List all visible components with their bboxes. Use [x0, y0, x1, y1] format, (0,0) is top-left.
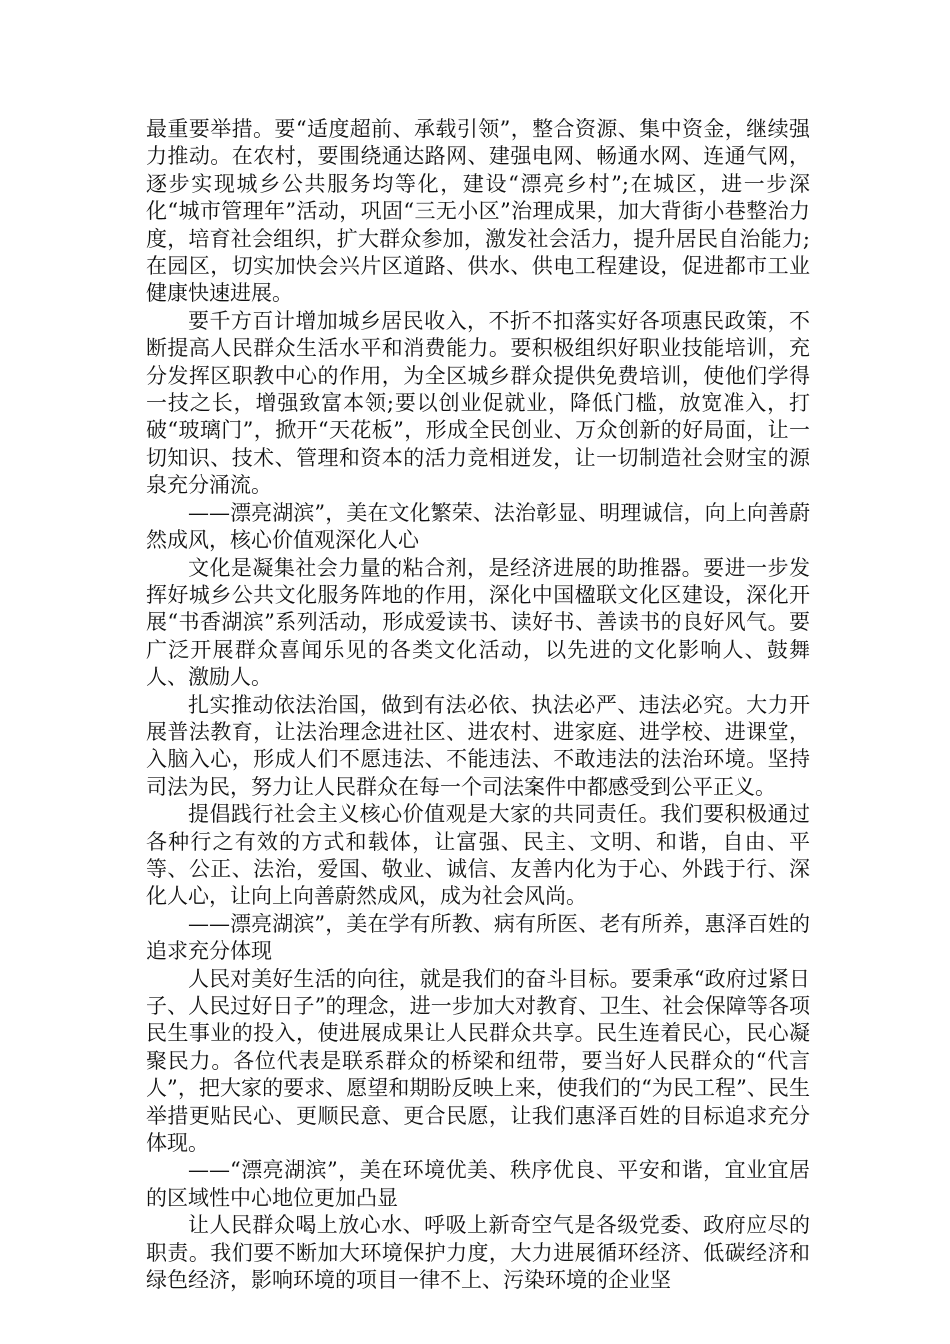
document-page — [146, 116, 810, 1294]
paragraph-7: 让人民群众喝上放心水、呼吸上新奇空气是各级党委、政府应尽的职责。我们要不断加大环境保护力度，大力进展循环经济、低碳经济和绿色经济，影响环境的项目一律不上、污染环境的企业坚 — [146, 1213, 810, 1293]
paragraph-1: 最重要举措。要“适度超前、承载引领”，整合资源、集中资金，继续强力推动。在农村，要围绕通达路网、建强电网、畅通水网、连通气网，逐步实现城乡公共服务均等化，建设“漂亮乡村”;在城区，进一步深化“城市管理年”活动，巩固“三无小区”治理成果，加大背街小巷整治力度，培育社会组织，扩大群众参加，激发社会活力，提升居民自治能力;在园区，切实加快会兴片区道路、供水、供电工程建设，促进都市工业健康快速进展。 — [146, 117, 810, 306]
section-heading-environment: ——“漂亮湖滨”，美在环境优美、秩序优良、平安和谐，宜业宜居的区域性中心地位更加凸显 — [146, 1158, 810, 1210]
section-heading-livelihood: ——漂亮湖滨”，美在学有所教、病有所医、老有所养，惠泽百姓的追求充分体现 — [146, 911, 810, 964]
paragraph-5: 提倡践行社会主义核心价值观是大家的共同责任。我们要积极通过各种行之有效的方式和载体，让富强、民主、文明、和谐，自由、平等、公正、法治，爱国、敬业、诚信、友善内化为于心、外践于行、深化人心，让向上向善蔚然成风，成为社会风尚。 — [146, 802, 810, 909]
paragraph-2: 要千方百计增加城乡居民收入，不折不扣落实好各项惠民政策，不断提高人民群众生活水平和消费能力。要积极组织好职业技能培训，充分发挥区职教中心的作用，为全区城乡群众提供免费培训，使他们学得一技之长，增强致富本领;要以创业促就业，降低门槛，放宽准入，打破“玻璃门”，掀开“天花板”，形成全民创业、万众创新的好局面，让一切知识、技术、管理和资本的活力竞相迸发，让一切制造社会财宝的源泉充分涌流。 — [146, 308, 810, 498]
section-heading-culture: ——漂亮湖滨”，美在文化繁荣、法治彰显、明理诚信，向上向善蔚然成风，核心价值观深化人心 — [146, 500, 810, 553]
paragraph-4: 扎实推动依法治国，做到有法必依、执法必严、违法必究。大力开展普法教育，让法治理念进社区、进农村、进家庭、进学校、进课堂，入脑入心，形成人们不愿违法、不能违法、不敢违法的法治环境。坚持司法为民，努力让人民群众在每一个司法案件中都感受到公平正义。 — [146, 692, 810, 799]
paragraph-3: 文化是凝集社会力量的粘合剂，是经济进展的助推器。要进一步发挥好城乡公共文化服务阵地的作用，深化中国楹联文化区建设，深化开展“书香湖滨”系列活动，形成爱读书、读好书、善读书的良好风气。要广泛开展群众喜闻乐见的各类文化活动，以先进的文化影响人、鼓舞人、激励人。 — [146, 555, 810, 690]
paragraph-6: 人民对美好生活的向往，就是我们的奋斗目标。要秉承“政府过紧日子、人民过好日子”的理念，进一步加大对教育、卫生、社会保障等各项民生事业的投入，使进展成果让人民群众共享。民生连着民心，民心凝聚民力。各位代表是联系群众的桥梁和纽带，要当好人民群众的“代言人”，把大家的要求、愿望和期盼反映上来，使我们的“为民工程”、民生举措更贴民心、更顺民意、更合民愿，让我们惠泽百姓的目标追求充分体现。 — [146, 966, 810, 1156]
